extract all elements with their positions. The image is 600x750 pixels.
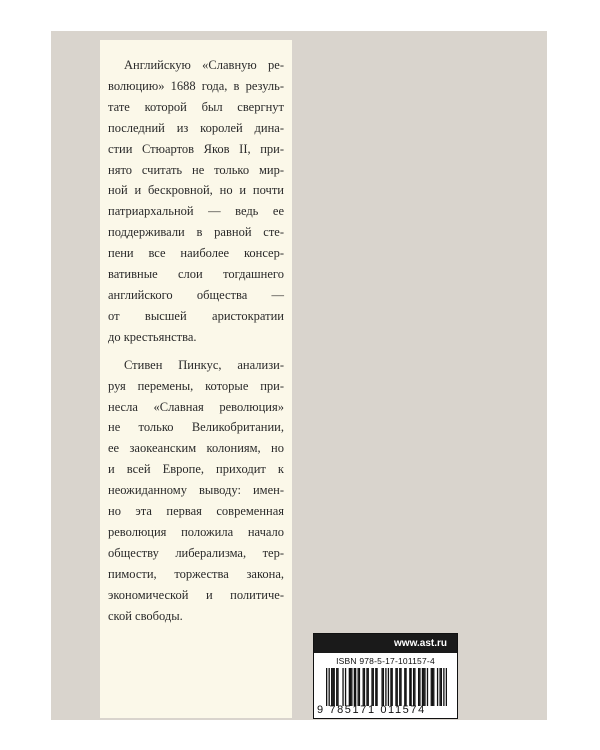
barcode-bar <box>376 668 377 706</box>
barcode-bar <box>439 668 440 706</box>
text-line: английского общества — <box>108 287 284 302</box>
barcode-box <box>313 633 458 719</box>
text-line: ской свободы. <box>108 608 183 623</box>
barcode-bar <box>431 668 432 706</box>
barcode-bar <box>364 668 365 706</box>
barcode-bar <box>432 668 433 706</box>
text-line: ной и бескровной, но и почти <box>108 183 284 198</box>
barcode-bar <box>366 668 367 706</box>
paragraph-gap <box>108 348 284 355</box>
text-line: нято считать не только мир- <box>108 162 284 177</box>
text-line: стии Стюартов Яков II, при- <box>108 141 284 156</box>
barcode-bar <box>446 668 447 706</box>
barcode-bar <box>409 668 410 706</box>
barcode-bar <box>395 668 396 706</box>
text-line: пени все наиболее консер- <box>108 246 284 261</box>
text-line: патриархальной — ведь ее <box>108 204 284 219</box>
barcode-bar <box>329 668 330 706</box>
text-line: от высшей аристократии <box>108 308 284 323</box>
text-line: Английскую «Славную ре- <box>124 58 284 72</box>
barcode-bar <box>358 668 359 706</box>
text-line: несла «Славная революция» <box>108 399 284 414</box>
barcode-digits: 9 785171 011574 <box>317 704 426 716</box>
text-line: и всей Европе, приходит к <box>108 462 284 477</box>
annotation-text <box>108 55 284 626</box>
barcode-bar <box>355 668 356 706</box>
paragraph-1 <box>108 55 284 348</box>
text-line: до крестьянства. <box>108 329 197 344</box>
barcode-bar <box>345 668 346 706</box>
barcode-bar <box>368 668 369 706</box>
barcode-bar <box>414 668 415 706</box>
publisher-url: www.ast.ru <box>314 634 457 653</box>
barcode-bar <box>427 668 428 706</box>
barcode-bar <box>359 668 360 706</box>
barcode-bar <box>410 668 411 706</box>
barcode-bar <box>418 668 419 706</box>
barcode-bar <box>424 668 425 706</box>
barcode-bar <box>342 668 343 706</box>
barcode-bar <box>375 668 376 706</box>
barcode-bar <box>433 668 434 706</box>
barcode-bar <box>423 668 424 706</box>
text-line: руя перемены, которые при- <box>108 378 284 393</box>
barcode-bar <box>413 668 414 706</box>
barcode-bar <box>399 668 400 706</box>
barcode-bar <box>383 668 384 706</box>
barcode-bar <box>336 668 337 706</box>
barcode-bar <box>388 668 389 706</box>
barcode-bar <box>381 668 382 706</box>
barcode-bar <box>405 668 406 706</box>
barcode-bar <box>326 668 327 706</box>
barcode-bar <box>443 668 444 706</box>
barcode-bar <box>404 668 405 706</box>
text-line: поддерживали в равной сте- <box>108 225 284 240</box>
barcode-bar <box>337 668 338 706</box>
text-line: экономической и политиче- <box>108 587 284 602</box>
text-line: пимости, торжества закона, <box>108 566 284 581</box>
barcode-bar <box>349 668 350 706</box>
text-line: не только Великобритании, <box>108 420 284 435</box>
barcode-bar <box>354 668 355 706</box>
text-line: неожиданному выводу: имен- <box>108 483 284 498</box>
barcode-icon <box>326 668 447 706</box>
barcode-bar <box>350 668 351 706</box>
barcode-bar <box>441 668 442 706</box>
barcode-bar <box>437 668 438 706</box>
text-line: Стивен Пинкус, анализи- <box>124 357 284 372</box>
barcode-bar <box>392 668 393 706</box>
barcode-bar <box>422 668 423 706</box>
barcode-bar <box>331 668 332 706</box>
text-line: ее заокеанским колониям, но <box>108 441 284 456</box>
barcode-bar <box>332 668 333 706</box>
barcode-bar <box>397 668 398 706</box>
barcode-bar <box>390 668 391 706</box>
barcode-bar <box>419 668 420 706</box>
paragraph-2 <box>108 355 284 627</box>
text-line: последний из королей дина- <box>108 120 284 135</box>
barcode-bar <box>400 668 401 706</box>
isbn-text: ISBN 978-5-17-101157-4 <box>336 656 435 666</box>
barcode-bar <box>363 668 364 706</box>
text-line: волюцию» 1688 года, в резуль- <box>108 78 284 93</box>
text-line: обществу либерализма, тер- <box>108 545 284 560</box>
barcode-bar <box>385 668 386 706</box>
text-line: тате которой был свергнут <box>108 99 284 114</box>
barcode-bar <box>334 668 335 706</box>
barcode-bar <box>351 668 352 706</box>
text-line: вативные слои тогдашнего <box>108 267 284 282</box>
barcode-bar <box>373 668 374 706</box>
text-line: революция положила начало <box>108 524 284 539</box>
text-panel <box>100 40 292 718</box>
text-line: но эта первая современная <box>108 504 284 519</box>
barcode-bar <box>371 668 372 706</box>
